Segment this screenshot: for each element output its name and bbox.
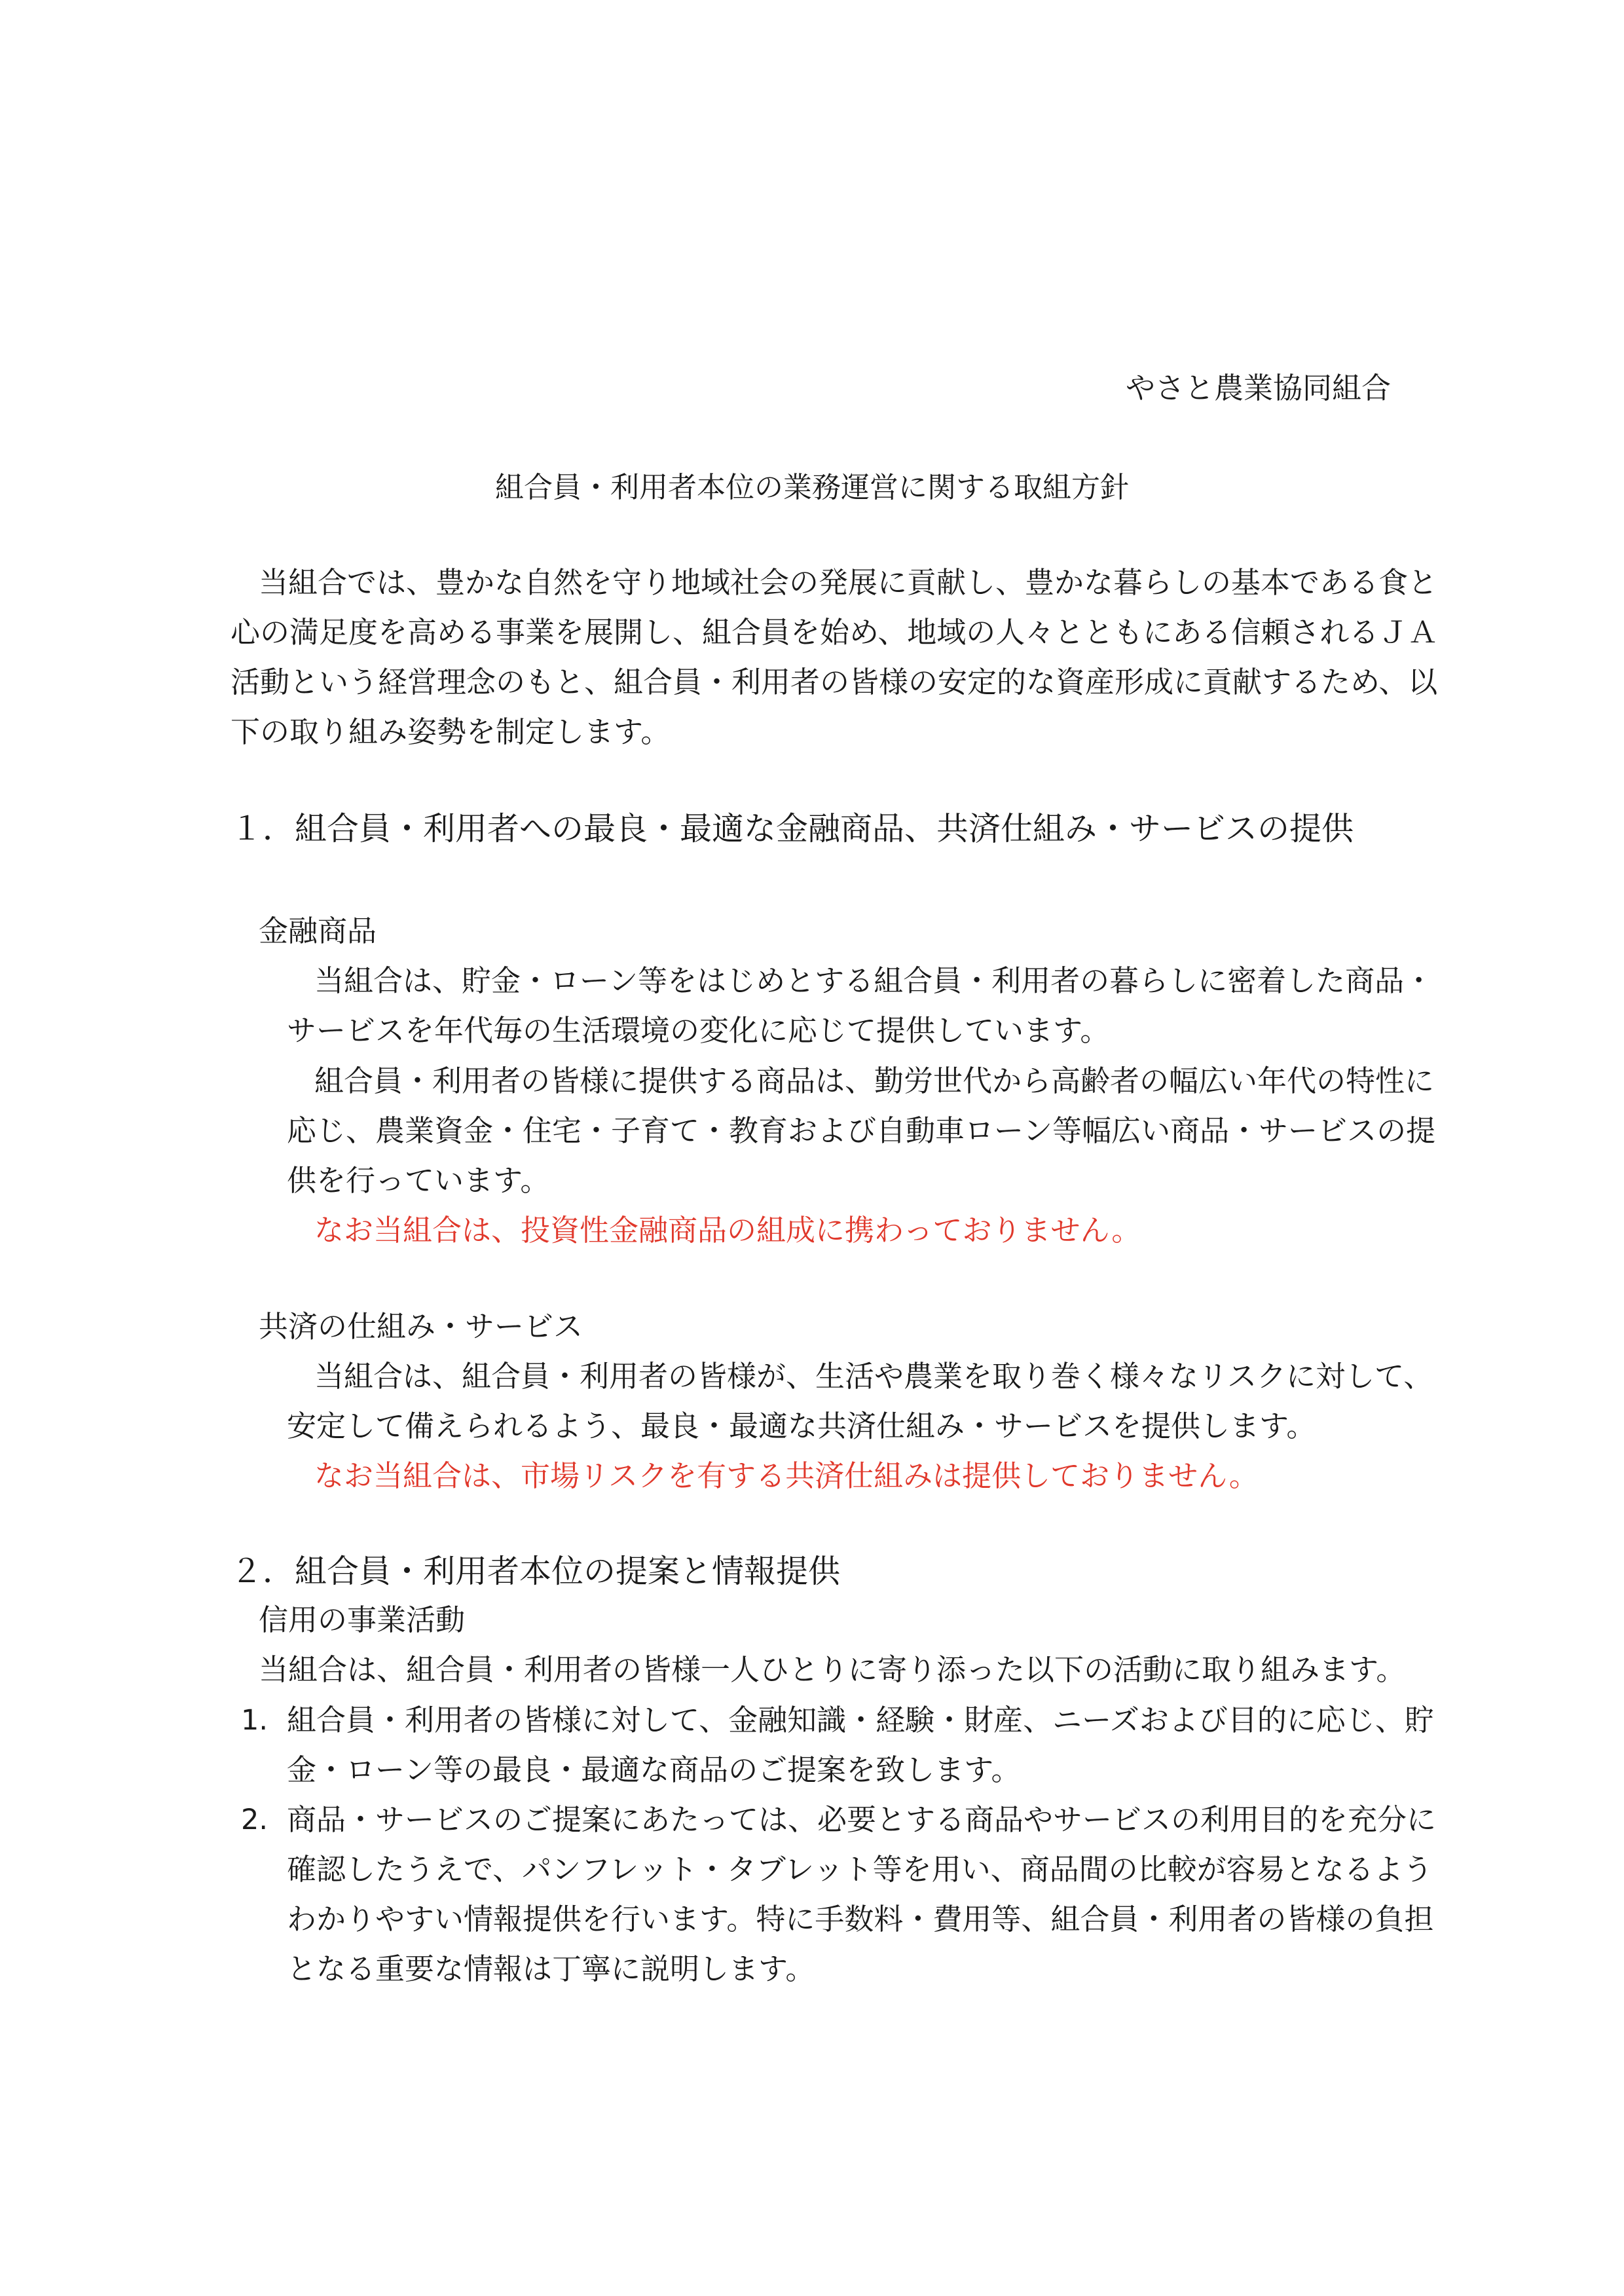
finance-line: サービスを年代毎の生活環境の変化に応じて提供しています。	[287, 1013, 1110, 1048]
kyosai-heading: 共済の仕組み・サービス	[259, 1309, 583, 1344]
intro-line: 活動という経営理念のもと、組合員・利用者の皆様の安定的な資産形成に貢献するため、以	[231, 665, 1438, 699]
list-item-line: 組合員・利用者の皆様に対して、金融知識・経験・財産、ニーズおよび目的に応じ、貯	[287, 1703, 1434, 1737]
section-1-heading: １．組合員・利用者への最良・最適な金融商品、共済仕組み・サービスの提供	[231, 810, 1354, 847]
section-2-heading: ２．組合員・利用者本位の提案と情報提供	[231, 1553, 841, 1590]
finance-line: 当組合は、貯金・ローン等をはじめとする組合員・利用者の暮らしに密着した商品・	[314, 963, 1434, 998]
list-item-line: となる重要な情報は丁寧に説明します。	[287, 1952, 815, 1986]
list-item-number: 1.	[241, 1704, 268, 1737]
finance-line: 組合員・利用者の皆様に提供する商品は、勤労世代から高齢者の幅広い年代の特性に	[314, 1064, 1435, 1098]
credit-activities-lead: 当組合は、組合員・利用者の皆様一人ひとりに寄り添った以下の活動に取り組みます。	[259, 1652, 1406, 1687]
organization-name: やさと農業協同組合	[1125, 371, 1391, 405]
intro-line: 当組合では、豊かな自然を守り地域社会の発展に貢献し、豊かな暮らしの基本である食と	[259, 565, 1438, 600]
credit-activities-heading: 信用の事業活動	[259, 1602, 466, 1637]
kyosai-note: なお当組合は、市場リスクを有する共済仕組みは提供しておりません。	[314, 1458, 1259, 1493]
list-item-line: 金・ローン等の最良・最適な商品のご提案を致します。	[287, 1752, 1021, 1787]
list-item-line: 確認したうえで、パンフレット・タブレット等を用い、商品間の比較が容易となるよう	[287, 1852, 1433, 1887]
document-title: 組合員・利用者本位の業務運営に関する取組方針	[495, 471, 1129, 504]
finance-products-heading: 金融商品	[259, 914, 377, 948]
finance-note: なお当組合は、投資性金融商品の組成に携わっておりません。	[314, 1213, 1141, 1248]
list-item-number: 2.	[241, 1804, 268, 1836]
list-item-line: 商品・サービスのご提案にあたっては、必要とする商品やサービスの利用目的を充分に	[287, 1802, 1437, 1837]
finance-line: 供を行っています。	[287, 1163, 550, 1198]
kyosai-line: 当組合は、組合員・利用者の皆様が、生活や農業を取り巻く様々なリスクに対して、	[314, 1359, 1433, 1394]
list-item-line: わかりやすい情報提供を行います。特に手数料・費用等、組合員・利用者の皆様の負担	[287, 1902, 1434, 1936]
intro-line: 下の取り組み姿勢を制定します。	[231, 714, 671, 749]
finance-line: 応じ、農業資金・住宅・子育て・教育および自動車ローン等幅広い商品・サービスの提	[287, 1113, 1436, 1148]
intro-line: 心の満足度を高める事業を展開し、組合員を始め、地域の人々とともにある信頼されるＪＡ	[231, 615, 1438, 650]
kyosai-line: 安定して備えられるよう、最良・最適な共済仕組み・サービスを提供します。	[287, 1409, 1316, 1443]
